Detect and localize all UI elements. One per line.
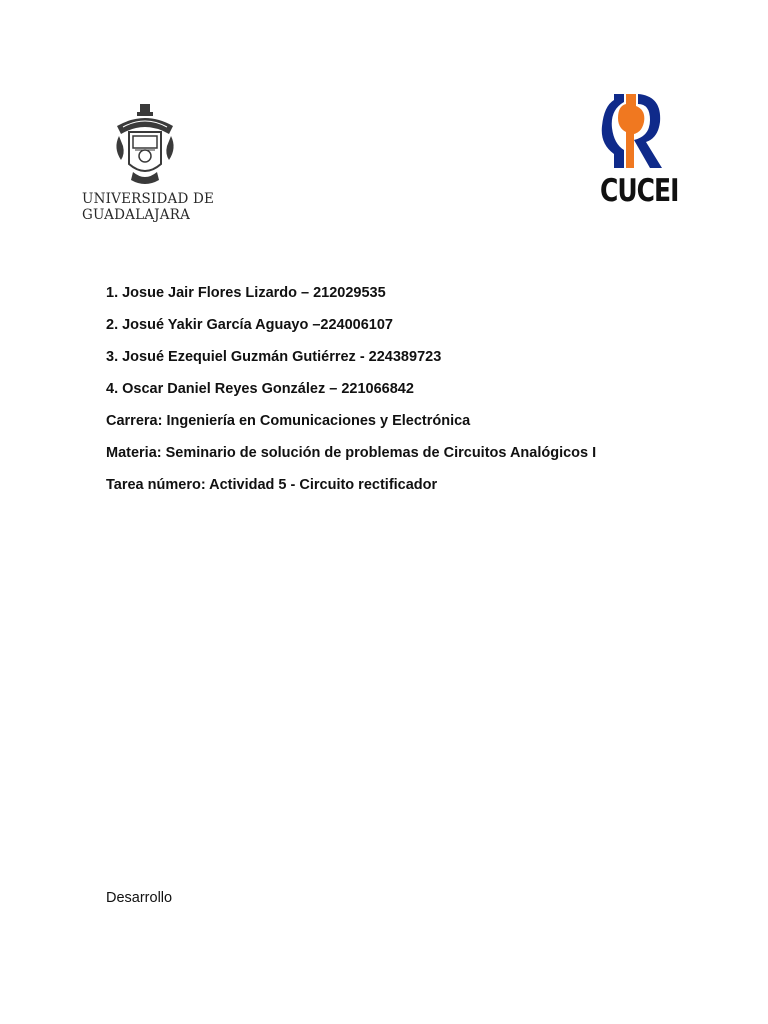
cucei-wordmark: CUCEI [600,172,679,209]
tarea-line: Tarea número: Actividad 5 - Circuito rectificador [106,477,438,493]
member-item: 1. Josue Jair Flores Lizardo – 212029535 [106,285,386,301]
university-name [82,191,215,223]
university-name-line1: UNIVERSIDAD DE [82,191,215,207]
cucei-logo [598,92,679,209]
member-item: 3. Josué Ezequiel Guzmán Gutiérrez - 224389723 [106,349,442,365]
materia-line: Materia: Seminario de solución de problemas de Circuitos Analógicos I [106,445,597,461]
member-list [106,284,596,508]
member-item: 2. Josué Yakir García Aguayo –224006107 [106,317,393,333]
cucei-logo-icon [598,92,666,172]
university-of-guadalajara-seal-icon [113,102,177,188]
carrera-line: Carrera: Ingeniería en Comunicaciones y Electrónica [106,413,471,429]
udg-logo [82,102,215,223]
university-name-line2: GUADALAJARA [82,207,191,223]
section-heading-desarrollo: Desarrollo [106,890,173,906]
member-item: 4. Oscar Daniel Reyes González – 221066842 [106,381,414,397]
